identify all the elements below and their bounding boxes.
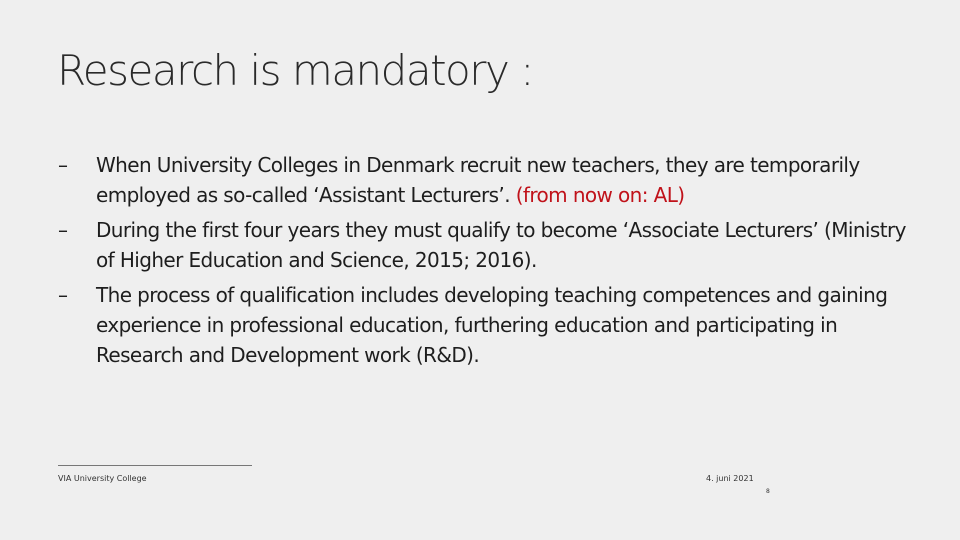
bullet-highlight-text: (from now on: AL) bbox=[515, 183, 685, 207]
bullet-text: During the first four years they must qualify to become ‘Associate Lecturers’ (Ministry of Higher Education and Science, 2015; 2016). bbox=[96, 218, 906, 272]
bullet-dash: – bbox=[58, 218, 68, 242]
bullet-dash: – bbox=[58, 283, 68, 307]
footer-date: 4. juni 2021 bbox=[706, 474, 754, 483]
bullet-dash: – bbox=[58, 153, 68, 177]
bullet-item bbox=[58, 150, 908, 210]
footer-organization: VIA University College bbox=[58, 474, 147, 483]
bullet-text: When University Colleges in Denmark recruit new teachers, they are temporarily employed as so-called ‘Assistant Lecturers’. bbox=[96, 153, 860, 207]
page-number: 8 bbox=[766, 488, 770, 495]
bullet-item bbox=[58, 280, 908, 370]
bullet-list bbox=[58, 150, 908, 375]
slide-title: Research is mandatory : bbox=[57, 46, 533, 95]
footer-divider bbox=[58, 465, 252, 466]
bullet-text: The process of qualification includes developing teaching competences and gaining experience in professional education, furthering education and participating in Research and Development work (R&D). bbox=[96, 283, 888, 367]
bullet-item bbox=[58, 215, 908, 275]
